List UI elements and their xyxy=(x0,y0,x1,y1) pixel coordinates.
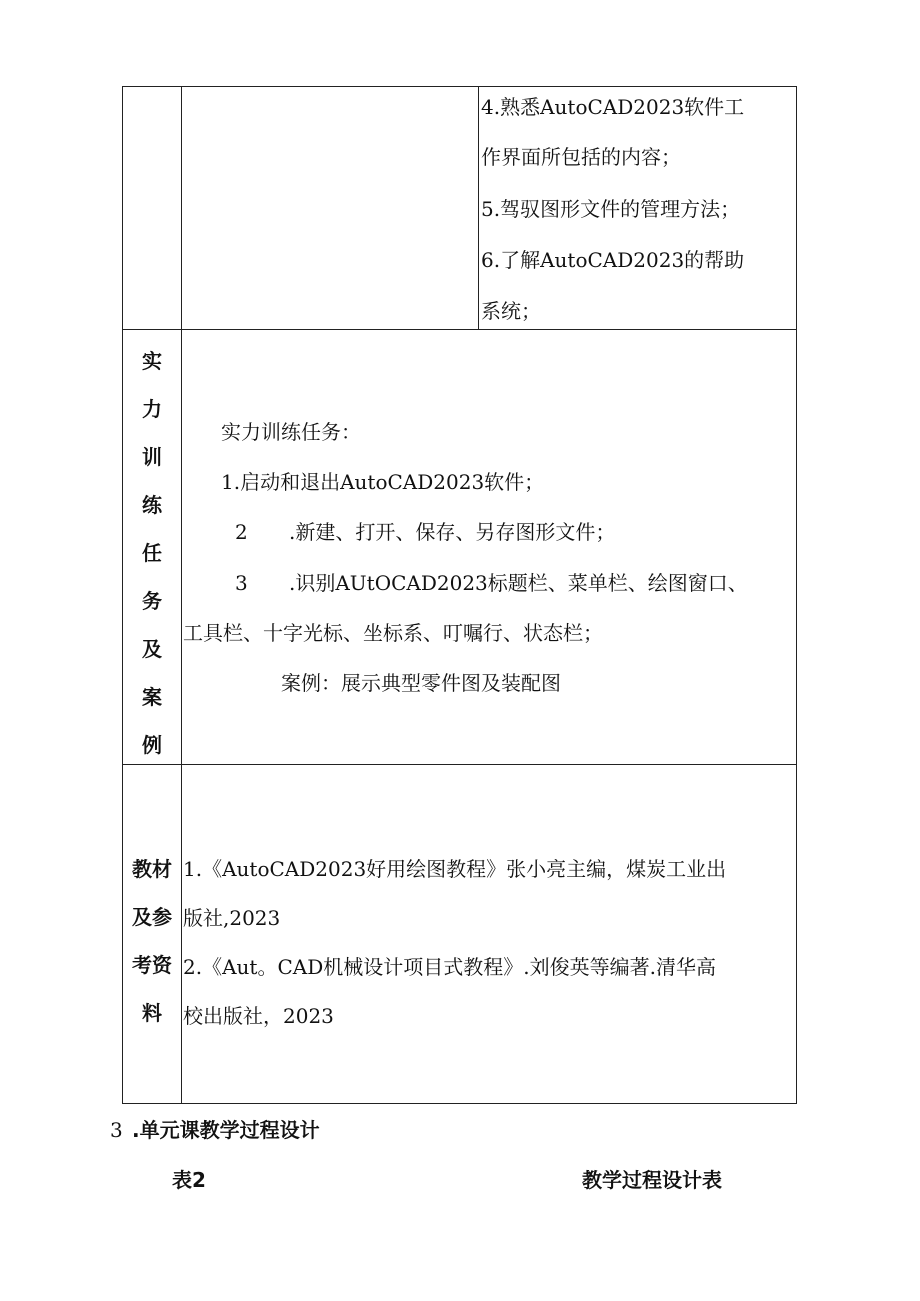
reference-2-line-1: 2.《Aut。CAD机械设计项目式教程》.刘俊英等编著.清华高 xyxy=(183,955,716,979)
reference-1-line-2: 版社,2023 xyxy=(183,906,281,930)
training-item-2-text: .新建、打开、保存、另存图形文件； xyxy=(289,520,616,544)
training-label-char: 务 xyxy=(142,589,162,613)
training-item-3-text: .识别AUtOCAD2023标题栏、菜单栏、绘图窗口、 xyxy=(289,571,748,595)
training-label-char: 例 xyxy=(142,733,162,757)
training-item-3-number: 3 xyxy=(235,571,248,595)
training-label-char: 案 xyxy=(142,685,162,709)
reference-1-line-1: 1.《AutoCAD2023好用绘图教程》张小亮主编，煤炭工业出 xyxy=(183,857,727,881)
section-number: 3 xyxy=(110,1118,123,1142)
training-item-2-number: 2 xyxy=(235,520,248,544)
training-label-char: 力 xyxy=(142,397,162,421)
row2-bottom-border xyxy=(123,764,796,765)
objective-line-4: 6.了解AutoCAD2023的帮助 xyxy=(481,248,745,272)
objective-line-3: 5.驾驭图形文件的管理方法； xyxy=(481,197,741,221)
training-item-1: 1.启动和退出AutoCAD2023软件； xyxy=(221,470,545,494)
training-label-char: 练 xyxy=(142,493,162,517)
row1-bottom-border xyxy=(123,329,796,330)
label-column-divider xyxy=(181,87,182,1103)
objective-line-2: 作界面所包括的内容； xyxy=(481,145,681,169)
training-label-char: 训 xyxy=(142,445,162,469)
table-caption-number: 表2 xyxy=(172,1168,206,1192)
references-label-line: 料 xyxy=(142,1001,162,1025)
row1-inner-divider xyxy=(478,87,479,329)
training-label-char: 任 xyxy=(142,541,162,565)
section-title: .单元课教学过程设计 xyxy=(132,1118,320,1142)
references-label-line: 教材 xyxy=(132,857,172,881)
training-case: 案例：展示典型零件图及装配图 xyxy=(281,671,561,695)
training-title: 实力训练任务： xyxy=(221,420,361,444)
training-label-char: 实 xyxy=(142,349,162,373)
training-item-3-continuation: 工具栏、十字光标、坐标系、叮嘱行、状态栏； xyxy=(183,621,603,645)
objective-line-5: 系统； xyxy=(481,299,541,323)
course-table xyxy=(122,86,797,1104)
training-label-char: 及 xyxy=(142,637,162,661)
table-caption-title: 教学过程设计表 xyxy=(582,1168,722,1192)
references-label-line: 考资 xyxy=(132,953,172,977)
objective-line-1: 4.熟悉AutoCAD2023软件工 xyxy=(481,95,745,119)
training-label xyxy=(123,349,181,781)
reference-2-line-2: 校出版社，2023 xyxy=(183,1004,334,1028)
references-label-line: 及参 xyxy=(132,905,172,929)
references-label xyxy=(123,857,181,1049)
